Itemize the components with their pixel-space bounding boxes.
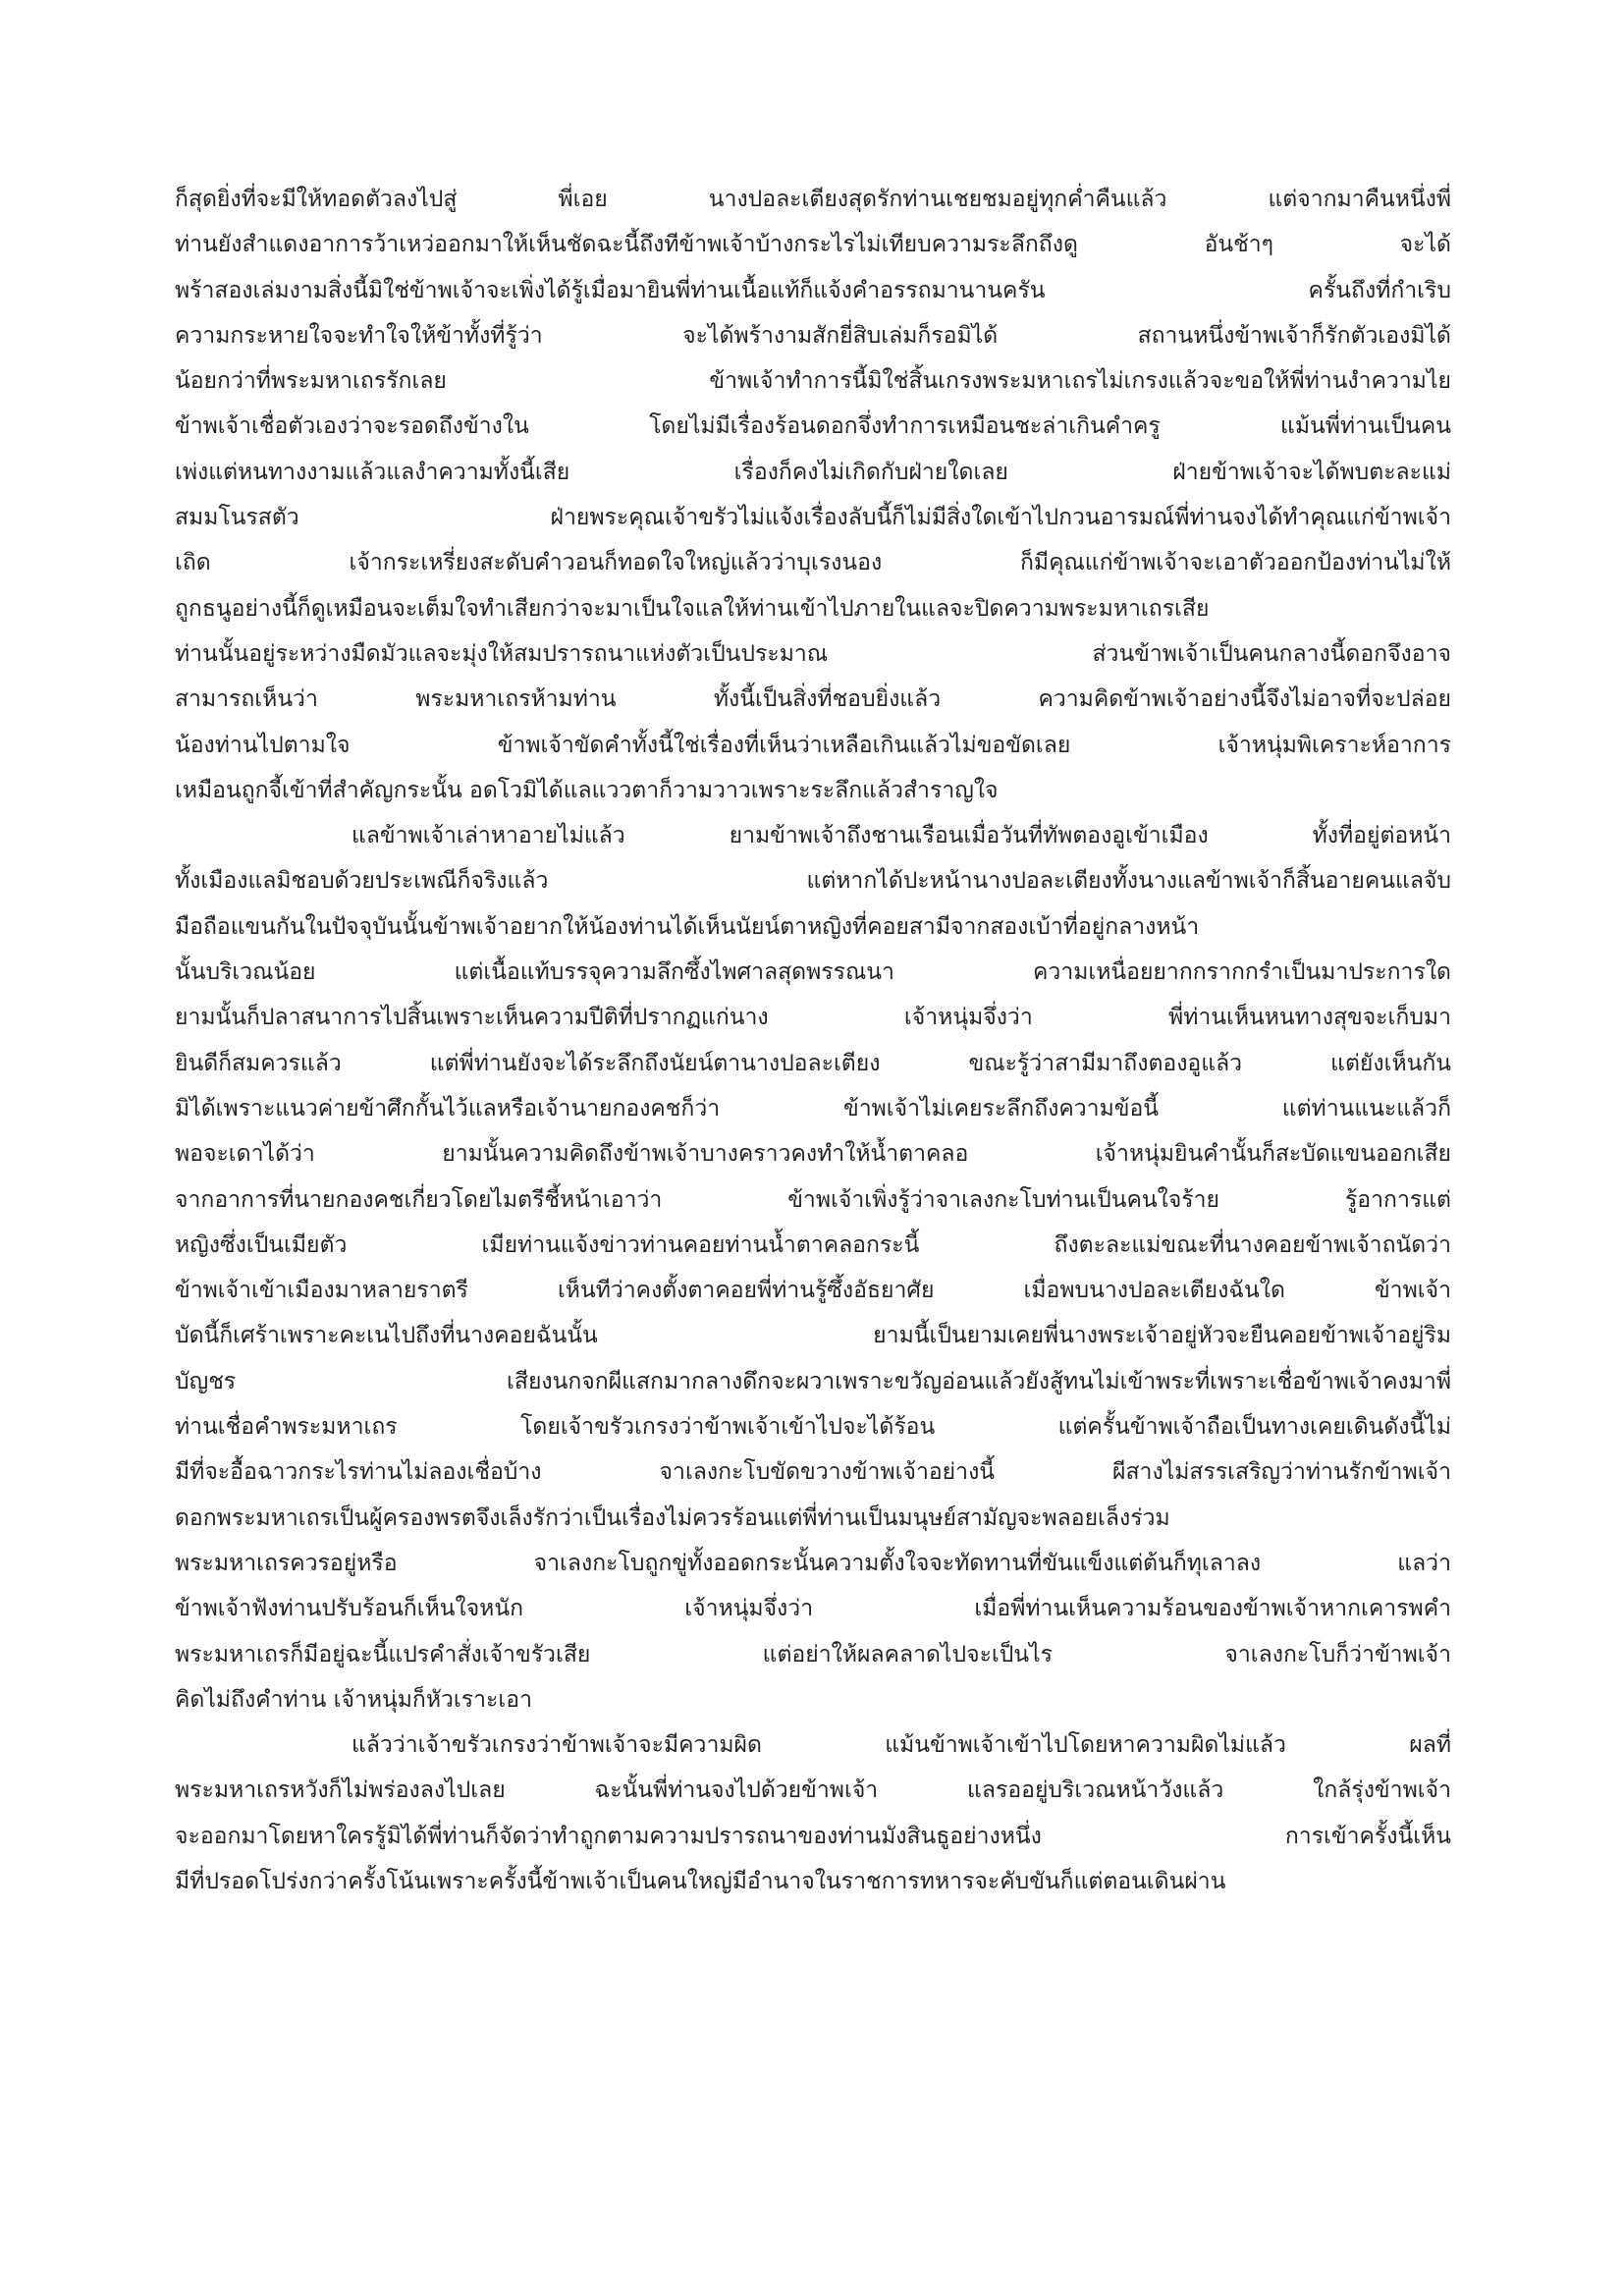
paragraph-2-line: พอจะเดาได้ว่า ยามนั้นความคิดถึงข้าพเจ้าบางคราวคงทำให้น้ำตาคลอ เจ้าหนุ่มยินคำนั้นก็สะบัดแขนออกเสีย xyxy=(175,1141,1451,1168)
paragraph-3-line: จะออกมาโดยหาใครรู้มิได้พี่ท่านก็จัดว่าทำถูกตามความปรารถนาของท่านมังสินธูอย่างหนึ่ง การเข้าครั้งนี้เห็น xyxy=(175,1823,1451,1849)
paragraph-2-line: ข้าพเจ้าฟังท่านปรับร้อนก็เห็นใจหนัก เจ้าหนุ่มจึ่งว่า เมื่อพี่ท่านเห็นความร้อนของข้าพเจ้าหากเคารพคำ xyxy=(175,1596,1451,1622)
paragraph-2-line: มิได้เพราะแนวค่ายข้าศึกกั้นไว้แลหรือเจ้านายกองคชก็ว่า ข้าพเจ้าไม่เคยระลึกถึงความข้อนี้ แต่ท่านแนะแล้วก็ xyxy=(175,1095,1451,1121)
paragraph-1-line: ถูกธนูอย่างนี้ก็ดูเหมือนจะเต็มใจทำเสียกว่าจะมาเป็นใจแลให้ท่านเข้าไปภายในแลจะปิดความพระมหาเถรเสีย xyxy=(175,595,1210,622)
paragraph-1-line: สมมโนรสตัว ฝ่ายพระคุณเจ้าขรัวไม่แจ้งเรื่องลับนี้ก็ไม่มีสิ่งใดเข้าไปกวนอารมณ์พี่ท่านจงได้ทำคุณแก่ข้าพเจ้า xyxy=(175,505,1451,531)
paragraph-2-line: ข้าพเจ้าเข้าเมืองมาหลายราตรี เห็นทีว่าคงตั้งตาคอยพี่ท่านรู้ซึ้งอัธยาศัย เมื่อพบนางปอละเตียงฉันใด ข้าพเจ้า xyxy=(175,1278,1451,1304)
paragraph-2-line: มีที่จะอื้อฉาวกระไรท่านไม่ลองเชื่อบ้าง จาเลงกะโบขัดขวางข้าพเจ้าอย่างนี้ ผีสางไม่สรรเสริญว่าท่านรักข้าพเจ้า xyxy=(175,1459,1451,1486)
paragraph-2-line: ทั้งเมืองแลมิชอบด้วยประเพณีก็จริงแล้ว แต่หากได้ปะหน้านางปอละเตียงทั้งนางแลข้าพเจ้าก็สิ้นอายคนแลจับ xyxy=(175,868,1451,895)
paragraph-2-line: ยินดีก็สมควรแล้ว แต่พี่ท่านยังจะได้ระลึกถึงนัยน์ตานางปอละเตียง ขณะรู้ว่าสามีมาถึงตองอูแล้ว แต่ยังเห็นกัน xyxy=(175,1050,1451,1076)
paragraph-1-line: ก็สุดยิ่งที่จะมีให้ทอดตัวลงไปสู่ พี่เอย นางปอละเตียงสุดรักท่านเชยชมอยู่ทุกค่ำคืนแล้ว แต่จากมาคืนหนึ่งพี่ xyxy=(175,187,1451,212)
paragraph-2-line: หญิงซึ่งเป็นเมียตัว เมียท่านแจ้งข่าวท่านคอยท่านน้ำตาคลอกระนี้ ถึงตะละแม่ขณะที่นางคอยข้าพเจ้าถนัดว่า xyxy=(175,1231,1451,1258)
paragraph-2-line: พระมหาเถรควรอยู่หรือ จาเลงกะโบถูกขู่ทั้งออดกระนั้นความตั้งใจจะทัดทานที่ขันแข็งแต่ต้นก็ทุเลาลง แลว่า xyxy=(175,1550,1451,1576)
paragraph-2-line: บัดนี้ก็เศร้าเพราะคะเนไปถึงที่นางคอยฉันนั้น ยามนี้เป็นยามเคยพี่นางพระเจ้าอยู่หัวจะยืนคอยข้าพเจ้าอยู่ริม xyxy=(175,1323,1451,1349)
paragraph-3-line: มีที่ปรอดโปร่งกว่าครั้งโน้นเพราะครั้งนี้ข้าพเจ้าเป็นคนใหญ่มีอำนาจในราชการทหารจะคับขันก็แต่ตอนเดินผ่าน xyxy=(175,1868,1226,1894)
paragraph-1-line: น้อยกว่าที่พระมหาเถรรักเลย ข้าพเจ้าทำการนี้มิใช่สิ้นเกรงพระมหาเถรไม่เกรงแล้วจะขอให้พี่ท่านงำความไย xyxy=(175,368,1451,395)
paragraph-1-line: พร้าสองเล่มงามสิ่งนี้มิใช่ข้าพเจ้าจะเพิ่งได้รู้เมื่อมายินพี่ท่านเนื้อแท้ก็แจ้งคำอรรถมานานครัน ครั้นถึงที่กำเริบ xyxy=(175,277,1451,303)
paragraph-1-line: เพ่งแต่หนทางงามแล้วแลงำความทั้งนี้เสีย เรื่องก็คงไม่เกิดกับฝ่ายใดเลย ฝ่ายข้าพเจ้าจะได้พบตะละแม่ xyxy=(175,459,1451,485)
paragraph-2-last-line: คิดไม่ถึงคำท่าน เจ้าหนุ่มก็หัวเราะเอา xyxy=(175,1686,532,1713)
paragraph-2-line: ดอกพระมหาเถรเป็นผู้ครองพรตจึงเล็งรักว่าเป็นเรื่องไม่ควรร้อนแต่พี่ท่านเป็นมนุษย์สามัญจะพลอยเล็งร่วม xyxy=(175,1504,1170,1531)
paragraph-1-line: ท่านนั้นอยู่ระหว่างมืดมัวแลจะมุ่งให้สมปรารถนาแห่งตัวเป็นประมาณ ส่วนข้าพเจ้าเป็นคนกลางนี้ดอกจึงอาจ xyxy=(175,640,1451,667)
paragraph-2-line: มือถือแขนกันในปัจจุบันนั้นข้าพเจ้าอยากให้น้องท่านได้เห็นนัยน์ตาหญิงที่คอยสามีจากสองเบ้าที่อยู่กลางหน้า xyxy=(175,913,1200,940)
paragraph-1-line: น้องท่านไปตามใจ ข้าพเจ้าขัดคำทั้งนี้ใช่เรื่องที่เห็นว่าเหลือเกินแล้วไม่ขอขัดเลย เจ้าหนุ่มพิเคราะห์อาการ xyxy=(175,732,1451,758)
paragraph-1-line: เถิด เจ้ากระเหรี่ยงสะดับคำวอนก็ทอดใจใหญ่แล้วว่าบุเรงนอง ก็มีคุณแก่ข้าพเจ้าจะเอาตัวออกป้องท่านไม่ให้ xyxy=(175,550,1451,576)
paragraph-2-line: จากอาการที่นายกองคชเกี่ยวโดยไมตรีชี้หน้าเอาว่า ข้าพเจ้าเพิ่งรู้ว่าจาเลงกะโบท่านเป็นคนใจร้าย รู้อาการแต่ xyxy=(175,1186,1451,1213)
paragraph-1-line: สามารถเห็นว่า พระมหาเถรห้ามท่าน ทั้งนี้เป็นสิ่งที่ชอบยิ่งแล้ว ความคิดข้าพเจ้าอย่างนี้จึงไม่อาจที่จะปล่อย xyxy=(175,686,1451,713)
paragraph-2-line: พระมหาเถรก็มีอยู่ฉะนี้แปรคำสั่งเจ้าขรัวเสีย แต่อย่าให้ผลคลาดไปจะเป็นไร จาเลงกะโบก็ว่าข้าพเจ้า xyxy=(175,1641,1451,1667)
paragraph-2-line: บัญชร เสียงนกจกผีแสกมากลางดึกจะผวาเพราะขวัญอ่อนแล้วยังสู้ทนไม่เข้าพระที่เพราะเชื่อข้าพเจ้าคงมาพี่ xyxy=(175,1368,1451,1394)
paragraph-2-first-line: แลข้าพเจ้าเล่าหาอายไม่แล้ว ยามข้าพเจ้าถึงชานเรือนเมื่อวันที่ทัพตองอูเข้าเมือง ทั้งที่อยู่ต่อหน้า xyxy=(352,823,1451,849)
paragraph-3-first-line: แล้วว่าเจ้าขรัวเกรงว่าข้าพเจ้าจะมีความผิด แม้นข้าพเจ้าเข้าไปโดยหาความผิดไม่แล้ว ผลที่ xyxy=(352,1732,1451,1759)
paragraph-1-line: ท่านยังสำแดงอาการว้าเหว่ออกมาให้เห็นชัดฉะนี้ถึงทีข้าพเจ้าบ้างกระไรไม่เทียบความระลึกถึงดู อันช้าๆ จะได้ xyxy=(175,232,1451,258)
paragraph-3-line: พระมหาเถรหวังก็ไม่พร่องลงไปเลย ฉะนั้นพี่ท่านจงไปด้วยข้าพเจ้า แลรออยู่บริเวณหน้าวังแล้ว ใกล้รุ่งข้าพเจ้า xyxy=(175,1777,1451,1804)
paragraph-1-line: ข้าพเจ้าเชื่อตัวเองว่าจะรอดถึงข้างใน โดยไม่มีเรื่องร้อนดอกจึ่งทำการเหมือนชะล่าเกินคำครู แม้นพี่ท่านเป็นคน xyxy=(175,413,1451,440)
document-body xyxy=(175,177,1451,1904)
paragraph-2-line: ท่านเชื่อคำพระมหาเถร โดยเจ้าขรัวเกรงว่าข้าพเจ้าเข้าไปจะได้ร้อน แต่ครั้นข้าพเจ้าถือเป็นทางเคยเดินดังนี้ไม่ xyxy=(175,1414,1451,1441)
paragraph-2-line: นั้นบริเวณน้อย แต่เนื้อแท้บรรจุความลึกซึ้งไพศาลสุดพรรณนา ความเหนื่อยยากกรากกรำเป็นมาประการใด xyxy=(175,959,1451,986)
paragraph-2-line: ยามนั้นก็ปลาสนาการไปสิ้นเพราะเห็นความปีติที่ปรากฏแก่นาง เจ้าหนุ่มจึ่งว่า พี่ท่านเห็นหนทางสุขจะเก็บมา xyxy=(175,1005,1451,1031)
paragraph-1-line: ความกระหายใจจะทำใจให้ข้าทั้งที่รู้ว่า จะได้พร้างามสักยี่สิบเล่มก็รอมิได้ สถานหนึ่งข้าพเจ้าก็รักตัวเองมิได้ xyxy=(175,322,1451,349)
paragraph-1-last-line: เหมือนถูกจี้เข้าที่สำคัญกระนั้น อดโวมิได้แลแววตาก็วามวาวเพราะระลึกแล้วสำราญใจ xyxy=(175,777,999,803)
